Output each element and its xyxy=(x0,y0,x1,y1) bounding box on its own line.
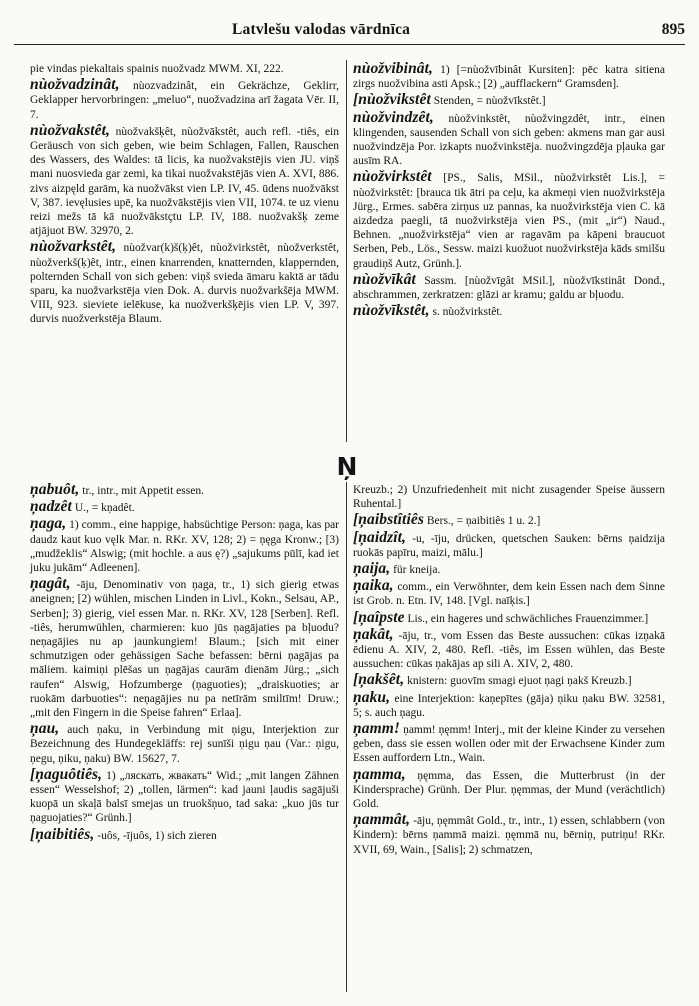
entry-text: ņamm! ņęmm! Interj., mit der kleine Kinder zu versehen geben, dass sie essen wollen oder mit der Erwachsene Kinder zum Essen auffordern Ltn., Wain. xyxy=(353,724,665,765)
entry-headword: ņadzêt xyxy=(30,498,72,516)
dictionary-entry xyxy=(30,240,339,326)
entry-headword: nùožvakstêt, xyxy=(30,121,111,139)
dictionary-entry xyxy=(353,270,666,302)
dictionary-entry xyxy=(353,722,665,766)
entry-text: auch ņaku, in Verbindung mit ņigu, Interjektion zur Bezeichnung des Hundegekläffs: rej sunīši ņigu ņau (Var.: ņigu, ņegu, ņiku, ņaku) BW. 15627, 7. xyxy=(30,724,340,765)
dictionary-entry xyxy=(30,78,339,122)
entry-text: nùozvadzinât, ein Gekrächze, Geklirr, Geklapper hervorbringen: „meluo“, nuožvadzina arī žagata Vēr. II, 7. xyxy=(30,80,340,121)
entry-headword: [ņaguôtiês, xyxy=(30,765,103,783)
entry-text: -āju, Denominativ von ņaga, tr., 1) sich gierig etwas aneignen; [2) wühlen, mischen Linden in Livl., Kokn., Selsau, AP., Serben]; 3) gierig, viel essen Mar. n. RKr. XV, 128 [Serben]. Refl. -tiês, herumwühlen, charmieren: kuo jūs ņagājaties pa bļuodu? neņagājies nu ap jaunkungiem! Blaum.; [sich mit einer schmutzigen oder gehässigen Sache befassen: bērni ņagājas pa māliem. kaimiņi plēšas un ņagājas caurām dienām Jürg.; „sich raufen“ Alswig, Hofzumberge (ņaguoties); „draiskuoties; ar ruokām darbuoties“: neņagājies nu pa netīrām smiltīm! Druw.; „mit den Fingern in die Speise fahren“ Erlaa]. xyxy=(30,579,339,720)
dictionary-entry xyxy=(353,673,665,688)
entry-text: -u, -īju, drücken, quetschen Sauken: bērns ņaidzija ruokās papīru, maizi, mālu.] xyxy=(353,532,665,559)
entry-headword: nùožvirkstêt xyxy=(353,168,432,186)
column-upper-left xyxy=(30,62,339,329)
dictionary-entry xyxy=(30,483,339,498)
entry-headword: ņammât, xyxy=(353,811,411,829)
entry-text: für kneija. xyxy=(393,564,441,577)
entry-headword: ņaija, xyxy=(353,560,391,578)
entry-text: -āju, tr., vom Essen das Beste aussuchen: cūkas izņakā ēdienu A. XIV, 2, 480. Refl. -tiês, im Essen wühlen, das Beste aussuchen: cūkas ņakājas ap sili A. XIV, 2, 480. xyxy=(353,629,666,671)
column-divider-lower xyxy=(346,482,347,992)
entry-text: tr., intr., mit Appetit essen. xyxy=(82,485,204,497)
entry-headword: ņau, xyxy=(30,720,60,738)
entry-text: s. nùožvirkstêt. xyxy=(432,306,503,319)
entry-text: Lis., ein hageres und schwächliches Frauenzimmer.] xyxy=(407,612,649,625)
entry-text: nùožvar(k)š(ķ)êt, nùožvirkstêt, nùožverkstêt, nùožverkš(ķ)êt, intr., einen knarrenden, knatternden, klappernden, polternden Schall von sich geben: viņš svieda āmaru kaktā ar tādu sparu, ka nuožvarkstēja vien Dok. A. durvis nuožvarkšēja MWM. VIII, 923. sieviete ielēkuse, ka nuožverkšķējis vien LP. V, 397. durvis nuožverkstēja Blaum. xyxy=(30,242,339,326)
entry-text: comm., ein Verwöhnter, dem kein Essen nach dem Sinne ist Grob. n. Etn. IV, 148. [Vgl. naīķis.] xyxy=(353,581,666,608)
entry-headword: [ņaidzît, xyxy=(353,528,407,546)
entry-headword: ņamma, xyxy=(353,765,406,783)
dictionary-entry xyxy=(30,722,339,766)
entry-text: Stenden, = nùožvīkstêt.] xyxy=(433,95,546,108)
entry-text: 1) „ляскать, жвакать“ Wid.; „mit langen Zähnen essen“ Wesselshof; 2) „tollen, lärmen“: kad jauni ļaudis sagājuši kuopā un skaļā balsī smejas un truokšņuo, tad saka: „kuo jūs tur ņaguojaties?“ Grünh.] xyxy=(30,769,339,825)
dictionary-entry xyxy=(353,688,665,720)
dictionary-entry xyxy=(353,625,666,672)
dictionary-entry xyxy=(353,562,665,577)
entry-text: pie vindas piekaltais spainis nuožvadz MWM. XI, 222. xyxy=(30,63,284,75)
entry-text: U., = kņadêt. xyxy=(74,502,135,515)
running-title: Latvlešu valodas vārdnīca xyxy=(232,21,411,38)
entry-text: knistern: guovīm smagi ejuot ņagi ņakš Kreuzb.] xyxy=(407,675,632,688)
entry-headword: ņabuôt, xyxy=(30,481,80,498)
entry-text: 1) [=nùožvībinât Kursiten]: pēc katra sitiena zirgs nuožvibina asti Apsk.; [2) „aufflackern“ Gramsden]. xyxy=(353,64,665,91)
dictionary-entry xyxy=(30,577,339,720)
dictionary-entry xyxy=(353,304,665,319)
entry-text: 1) comm., eine happige, habsüchtige Person: ņaga, kas par daudz kaut kuo vęlk Mar. n. RKr. XV, 128; 2) = ņęga Kronw.; [3) „mudžeklis“ Alswig; (mit hochle. a aus ę?) „sajukums pūlī, kad iet juku jukām“ Adleenen]. xyxy=(30,519,340,575)
dictionary-entry xyxy=(30,765,339,826)
dictionary-entry xyxy=(353,170,665,270)
dictionary-entry xyxy=(353,608,665,626)
dictionary-entry xyxy=(30,517,339,575)
dictionary-entry xyxy=(353,483,665,511)
dictionary-entry xyxy=(353,813,665,857)
column-upper-right xyxy=(353,62,665,321)
entry-headword: [ņaibstîtiês xyxy=(353,511,424,529)
section-letter: Ņ xyxy=(336,452,358,481)
entry-headword: nùožvīkât xyxy=(353,270,416,288)
entry-headword: nùožvīkstêt, xyxy=(353,302,430,320)
dictionary-entry xyxy=(353,108,665,169)
dictionary-entry xyxy=(30,62,339,76)
entry-text: -uôs, -ījuôs, 1) sich zieren xyxy=(97,829,217,842)
dictionary-entry xyxy=(353,528,665,560)
entry-text: Bers., = ņaibitiês 1 u. 2.] xyxy=(426,515,541,528)
entry-text: nùožvinkstêt, nùožvingzdêt, intr., einen klingenden, sausenden Schall von sich geben: akmens man gar ausi nuožvindzēja Por. izkapts nuožvinkstēja. nuožvingzdēja pļauka gar ausīm RA. xyxy=(353,112,665,168)
entry-text: nùožvakšķêt, nùožvākstêt, auch refl. -tiês, ein Geräusch von sich geben, wie beim Schlagen, Fallen, Rauschen des Wassers, des Waldes: tā licis, ka nuožvakstējis vien JU. viņš mani nuosvieda gar zemi, ka tikai nuožvakstējās vien A. XVI, 886. zivs aizpęld garām, ka nuožvākst vien LP. IV, 45. ūdens nuožvākst V, 387. ievęlusies upē, ka nuožvākstējis vien VII, 1074. te uz vienu reizi mežs tā kā nuožvākstçtu LP. IV, 188. nuožvakšķ zeme atjājuot BW. 32970, 2. xyxy=(30,125,339,238)
dictionary-entry xyxy=(353,62,665,91)
entry-headword: [nùožvikstêt xyxy=(353,91,431,109)
page-header xyxy=(14,10,685,45)
dictionary-entry xyxy=(30,825,339,843)
dictionary-entry xyxy=(353,579,665,608)
entry-text: ņęmma, das Essen, die Mutterbrust (in der Kindersprache) Grünh. Der Plur. ņęmmas, der Mund (verächtlich) Gold. xyxy=(353,769,665,811)
column-lower-left xyxy=(30,483,339,845)
entry-headword: ņaku, xyxy=(353,688,391,706)
dictionary-entry xyxy=(30,500,339,515)
entry-headword: nùožvadzinât, xyxy=(30,76,120,94)
entry-headword: [ņakšêt, xyxy=(353,671,405,689)
entry-headword: nùožvarkstêt, xyxy=(30,238,117,256)
entry-headword: ņaika, xyxy=(353,577,394,595)
entry-text: [PS., Salis, MSil., nùožvirkstêt Lis.], = nùožvirkstêt: [brauca tik ātri pa ceļu, ka akmeņi vien nuožvirkstēja Jürg., Ermes. sabēra zirņus uz pannas, ka nuožvirkstēja vien C. kā aizdedza paegli, tā nuožvirkstēja vien PS., (mit „ir“) Naud., Behnen. „nuožvirkstēja“ vien ar ragavām pa kāpeni braucuot Serben, Peb., Lös., Sessw. maizi kuožuot nuožvirkstēja kāds smilšu graudiņš Autz, Grünh.]. xyxy=(353,172,666,270)
entry-headword: [ņaîpste xyxy=(353,608,405,626)
entry-headword: [ņaibitiês, xyxy=(30,825,95,843)
entry-text: Kreuzb.; 2) Unzufriedenheit mit nicht zusagender Speise äussern Ruhental.] xyxy=(353,484,665,511)
dictionary-entry xyxy=(353,765,665,812)
entry-headword: ņagât, xyxy=(30,575,71,593)
entry-headword: nùožvibinât, xyxy=(353,60,434,77)
column-lower-right xyxy=(353,483,665,859)
entry-headword: ņamm! xyxy=(353,720,401,738)
entry-text: -āju, ņęmmât Gold., tr., intr., 1) essen, schlabbern (von Kindern): bērns ņammā maizi. ņęmmā nu, bērniņ, putriņu! RKr. XVII, 69, Wain., [Salis]; 2) schmatzen, xyxy=(353,815,665,856)
entry-headword: nùožvindzêt, xyxy=(353,108,434,126)
entry-headword: ņakât, xyxy=(353,625,394,643)
dictionary-entry xyxy=(30,121,339,239)
entry-text: Sassm. [nùožvīgât MSil.], nùožvīkstinât Dond., abschrammen, zerkratzen: glāzi ar kramu; galdu ar bļuodu. xyxy=(353,274,666,302)
dictionary-entry xyxy=(353,93,665,108)
dictionary-entry xyxy=(353,513,665,528)
entry-headword: ņaga, xyxy=(30,515,67,533)
column-divider-upper xyxy=(346,60,347,442)
page-number: 895 xyxy=(661,21,685,38)
entry-text: eine Interjektion: kaņepītes (gāja) ņiku ņaku BW. 32581, 5; s. auch ņagu. xyxy=(353,692,665,719)
